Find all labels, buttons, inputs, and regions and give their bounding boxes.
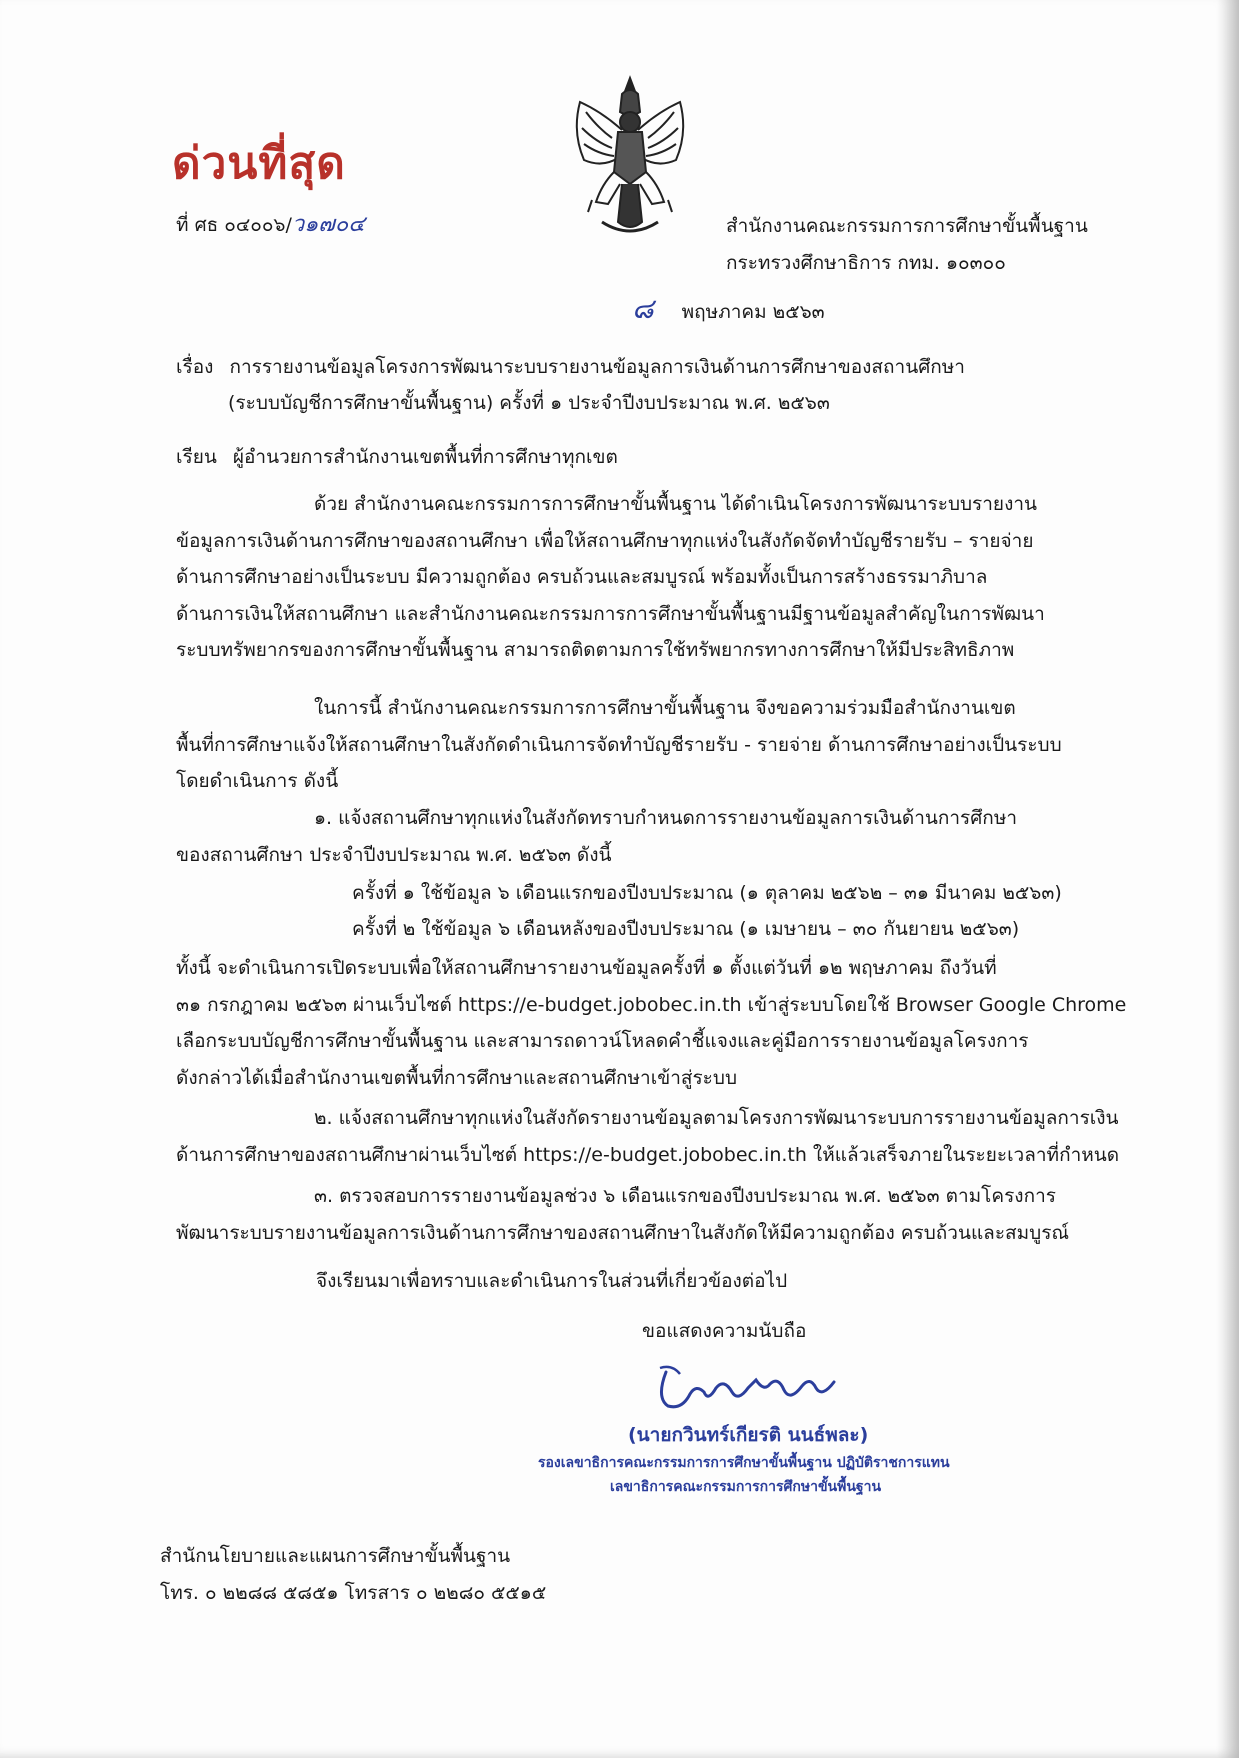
signatory-position-1: รองเลขาธิการคณะกรรมการการศึกษาขั้นพื้นฐาน ปฏิบัติราชการแทน [538, 1455, 950, 1471]
paragraph-line: พื้นที่การศึกษาแจ้งให้สถานศึกษาในสังกัดดำเนินการจัดทำบัญชีรายรับ - รายจ่าย ด้านการศึกษาอย่างเป็นระบบ [176, 733, 1062, 756]
paragraph-line: พัฒนาระบบรายงานข้อมูลการเงินด้านการศึกษาของสถานศึกษาในสังกัดให้มีความถูกต้อง ครบถ้วนและสมบูรณ์ [176, 1221, 1070, 1244]
reference-number: ว๑๗๐๔ [291, 212, 365, 237]
paragraph-line: ๓. ตรวจสอบการรายงานข้อมูลช่วง ๖ เดือนแรกของปีงบประมาณ พ.ศ. ๒๕๖๓ ตามโครงการ [314, 1185, 1056, 1207]
subject-text-1: การรายงานข้อมูลโครงการพัฒนาระบบรายงานข้อมูลการเงินด้านการศึกษาของสถานศึกษา [229, 356, 965, 378]
date-day: ๘ [632, 292, 654, 325]
signatory-position-2: เลขาธิการคณะกรรมการการศึกษาขั้นพื้นฐาน [610, 1479, 882, 1495]
urgency-stamp: ด่วนที่สุด [172, 138, 346, 189]
salutation-text: ผู้อำนวยการสำนักงานเขตพื้นที่การศึกษาทุกเขต [232, 446, 618, 468]
closing-line: จึงเรียนมาเพื่อทราบและดำเนินการในส่วนที่เกี่ยวข้องต่อไป [316, 1270, 788, 1292]
letter-date [632, 292, 825, 325]
paragraph-line: ด้านการเงินให้สถานศึกษา และสำนักงานคณะกรรมการการศึกษาขั้นพื้นฐานมีฐานข้อมูลสำคัญในการพัฒนา [176, 602, 1045, 625]
paragraph-line: ด้านการศึกษาของสถานศึกษาผ่านเว็บไซต์ https://e-budget.jobobec.in.th ให้แล้วเสร็จภายในระยะเวลาที่กำหนด [176, 1143, 1120, 1166]
handwritten-signature [652, 1358, 844, 1416]
salutation-label: เรียน [176, 446, 217, 468]
salutation [176, 444, 618, 470]
paragraph-1 [176, 486, 1123, 669]
item-1 [176, 800, 1123, 873]
paragraph-line: ด้านการศึกษาอย่างเป็นระบบ มีความถูกต้อง ครบถ้วนและสมบูรณ์ พร้อมทั้งเป็นการสร้างธรรมาภิบาล [176, 566, 988, 588]
paragraph-2 [176, 690, 1123, 800]
paragraph-line: ๓๑ กรกฎาคม ๒๕๖๓ ผ่านเว็บไซต์ https://e-budget.jobobec.in.th เข้าสู่ระบบโดยใช้ Browser Google Chrome [176, 993, 1127, 1016]
paragraph-line: ข้อมูลการเงินด้านการศึกษาของสถานศึกษา เพื่อให้สถานศึกษาทุกแห่งในสังกัดจัดทำบัญชีรายรับ – รายจ่าย [176, 529, 1034, 552]
round-1: ครั้งที่ ๑ ใช้ข้อมูล ๖ เดือนแรกของปีงบประมาณ (๑ ตุลาคม ๒๕๖๒ – ๓๑ มีนาคม ๒๕๖๓) [352, 882, 1062, 904]
paragraph-line: โดยดำเนินการ ดังนี้ [176, 770, 339, 792]
paragraph-line: ดังกล่าวได้เมื่อสำนักงานเขตพื้นที่การศึกษาและสถานศึกษาเข้าสู่ระบบ [176, 1066, 738, 1089]
paragraph-line: ของสถานศึกษา ประจำปีงบประมาณ พ.ศ. ๒๕๖๓ ดังนี้ [176, 843, 612, 866]
item-2 [176, 1100, 1123, 1173]
subject-text-2: (ระบบบัญชีการศึกษาขั้นพื้นฐาน) ครั้งที่ ๑ ประจำปีงบประมาณ พ.ศ. ๒๕๖๓ [228, 392, 830, 414]
regards: ขอแสดงความนับถือ [642, 1320, 807, 1342]
footer-phone: โทร. ๐ ๒๒๘๘ ๕๘๕๑ โทรสาร ๐ ๒๒๘๐ ๕๕๑๕ [160, 1582, 547, 1604]
paragraph-line: ทั้งนี้ จะดำเนินการเปิดระบบเพื่อให้สถานศึกษารายงานข้อมูลครั้งที่ ๑ ตั้งแต่วันที่ ๑๒ พฤษภาคม ถึงวันที่ [176, 957, 997, 979]
round-2: ครั้งที่ ๒ ใช้ข้อมูล ๖ เดือนหลังของปีงบประมาณ (๑ เมษายน – ๓๐ กันยายน ๒๕๖๓) [352, 918, 1020, 940]
paragraph-line: ๑. แจ้งสถานศึกษาทุกแห่งในสังกัดทราบกำหนดการรายงานข้อมูลการเงินด้านการศึกษา [314, 807, 1018, 829]
subject-line-1 [176, 354, 965, 380]
reference-line [176, 212, 365, 238]
date-month-year: พฤษภาคม ๒๕๖๓ [681, 301, 825, 323]
signatory-name: (นายกวินทร์เกียรติ นนธ์พละ) [628, 1424, 869, 1446]
scan-edge-shadow [1217, 0, 1239, 1758]
garuda-emblem-icon [562, 72, 698, 242]
paragraph-line: เลือกระบบบัญชีการศึกษาขั้นพื้นฐาน และสามารถดาวน์โหลดคำชี้แจงและคู่มือการรายงานข้อมูลโครงการ [176, 1030, 1029, 1052]
paragraph-line: ในการนี้ สำนักงานคณะกรรมการการศึกษาขั้นพื้นฐาน จึงขอความร่วมมือสำนักงานเขต [314, 697, 1016, 719]
footer-department: สำนักนโยบายและแผนการศึกษาขั้นพื้นฐาน [160, 1545, 511, 1567]
office-line-1: สำนักงานคณะกรรมการการศึกษาขั้นพื้นฐาน [726, 215, 1088, 237]
paragraph-line: ระบบทรัพยากรของการศึกษาขั้นพื้นฐาน สามารถติดตามการใช้ทรัพยากรทางการศึกษาให้มีประสิทธิภาพ [176, 639, 1015, 661]
reference-prefix: ที่ ศธ ๐๔๐๐๖/ [176, 214, 292, 236]
office-line-2: กระทรวงศึกษาธิการ กทม. ๑๐๓๐๐ [726, 252, 1006, 274]
subject-label: เรื่อง [176, 356, 214, 378]
paragraph-3 [176, 950, 1127, 1096]
item-3 [176, 1178, 1123, 1251]
paragraph-line: ด้วย สำนักงานคณะกรรมการการศึกษาขั้นพื้นฐาน ได้ดำเนินโครงการพัฒนาระบบรายงาน [314, 493, 1038, 515]
paragraph-line: ๒. แจ้งสถานศึกษาทุกแห่งในสังกัดรายงานข้อมูลตามโครงการพัฒนาระบบการรายงานข้อมูลการเงิน [314, 1107, 1119, 1129]
